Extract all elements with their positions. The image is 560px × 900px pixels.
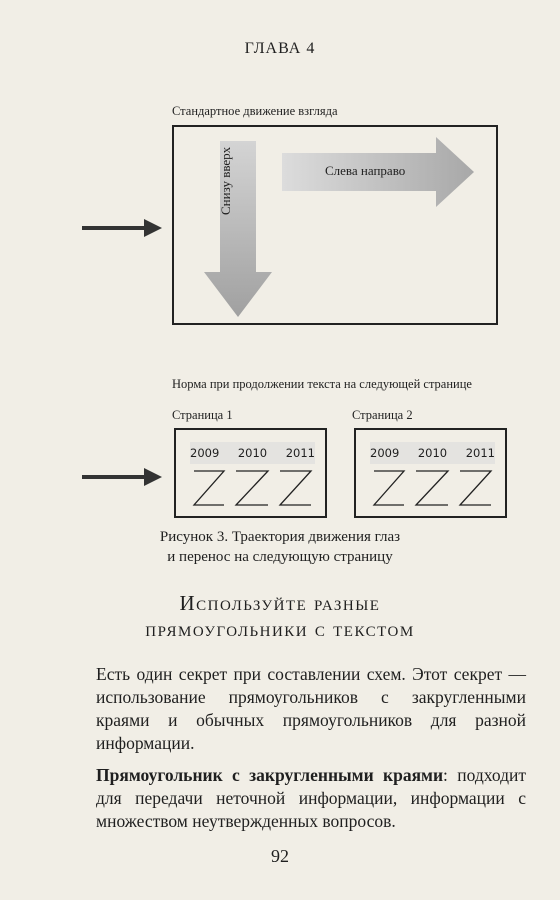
body-text <box>96 663 526 833</box>
caption-line: Рисунок 3. Траектория движения глаз <box>159 529 401 545</box>
caption-line: и перенос на следующую страницу <box>167 549 393 565</box>
z-pattern-icon <box>370 468 495 508</box>
years-row <box>370 442 495 464</box>
paragraph <box>96 764 526 833</box>
year-label: 2009 <box>370 446 400 460</box>
page-2-label: Страница 2 <box>352 408 413 422</box>
bold-term: Прямоугольник с закругленными краями <box>96 765 444 785</box>
section-title <box>0 590 560 642</box>
z-pattern-icon <box>190 468 315 508</box>
page-1-thumbnail <box>174 428 327 518</box>
continuation-norm-title: Норма при продолжении текста на следующей странице <box>172 377 472 391</box>
year-label: 2011 <box>285 446 315 460</box>
pointer-arrow-icon <box>82 216 164 240</box>
section-title-line: прямоугольники с текстом <box>145 617 415 641</box>
standard-movement-title: Стандартное движение взгляда <box>172 104 338 118</box>
years-row <box>190 442 315 464</box>
year-label: 2010 <box>237 446 268 460</box>
figure-caption <box>0 527 560 567</box>
page-number: 92 <box>271 846 289 866</box>
year-label: 2010 <box>417 446 448 460</box>
chapter-header: ГЛАВА 4 <box>244 40 316 57</box>
left-to-right-label: Слева направо <box>325 163 406 178</box>
bottom-up-label: Снизу вверх <box>218 146 233 215</box>
pointer-arrow-icon <box>82 465 164 489</box>
year-label: 2011 <box>465 446 495 460</box>
bottom-up-arrow-icon <box>204 141 272 317</box>
paragraph: Есть один секрет при составлении схем. Этот секрет — использование прямоугольников с закругленными краями и обычных прямоугольников для разной информации. <box>96 664 526 753</box>
page-2-thumbnail <box>354 428 507 518</box>
year-label: 2009 <box>190 446 220 460</box>
page-1-label: Страница 1 <box>172 408 233 422</box>
paragraph-rest: : подходит для передачи неточной информации, информации с множеством неутвержденных вопросов. <box>96 765 526 831</box>
section-title-line: Используйте разные <box>179 591 381 615</box>
